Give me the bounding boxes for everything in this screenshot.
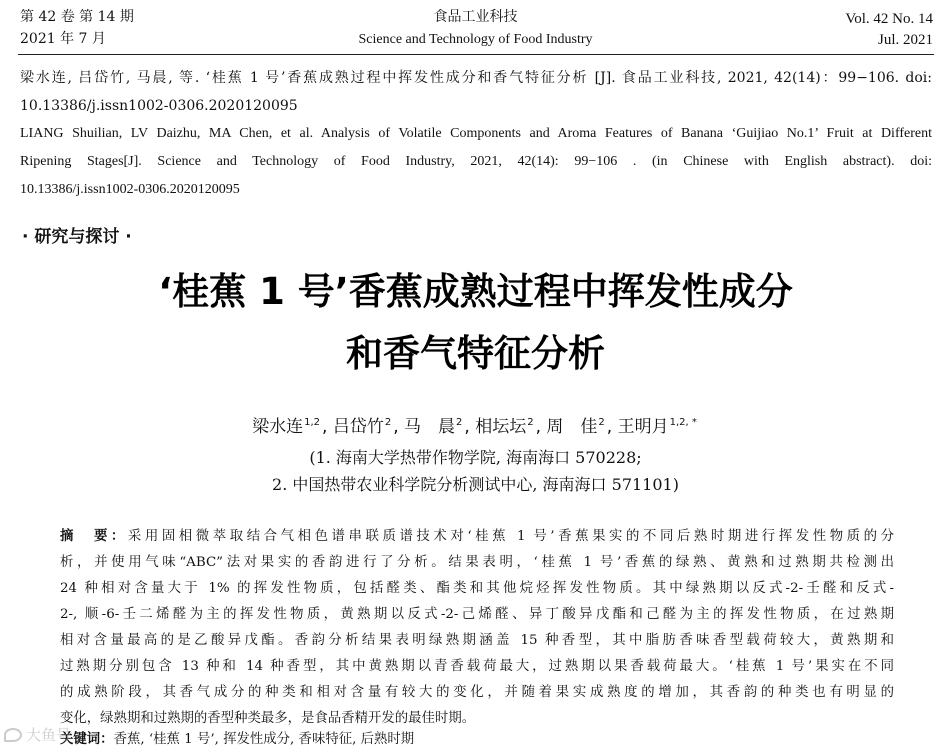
author: 周 佳$^2$ <box>546 417 605 437</box>
keywords <box>60 730 414 750</box>
author: 相坛坛$^2$ <box>475 417 534 437</box>
author: 梁水连$^{1,2}$ <box>252 417 321 437</box>
abstract-line: 的成熟阶段，其香气成分的种类和相对含量有较大的变化，并随着果实成熟度的增加，其香韵的种类也有明显的 <box>60 685 894 700</box>
author: 马 晨$^2$ <box>404 417 463 437</box>
abstract-line: 析，并使用气味“ABC”法对果实的香韵进行了分析。结果表明，‘桂蕉 1 号’香蕉的绿熟、黄熟和过熟期共检测出 <box>60 555 894 570</box>
citation-cn <box>20 64 932 92</box>
journal-name-cn: 食品工业科技 <box>433 9 518 25</box>
journal-name-en: Science and Technology of Food Industry <box>358 32 593 47</box>
citation-en-doi-line: 10.13386/j.issn1002-0306.2020120095 <box>20 182 240 197</box>
citation-en-doi <box>20 176 932 204</box>
abstract <box>60 524 894 732</box>
citation-cn-doi <box>20 92 932 120</box>
abstract-line: 变化，绿熟期和过熟期的香型种类最多，是食品香精开发的最佳时期。 <box>60 711 476 726</box>
abstract-line: 2-, 顺-6-壬二烯醛为主的挥发性物质，黄熟期以反式-2-己烯醛、异丁酸异戊酯和己醛为主的挥发性物质，在过熟期 <box>60 607 894 622</box>
abstract-label: 摘 要： <box>60 529 128 544</box>
page-header <box>0 0 951 54</box>
abstract-line: 相对含量最高的是乙酸异戊酯。香韵分析结果表明绿熟期涵盖 15 种香型，其中脂肪香味香型载荷较大，黄熟期和 <box>60 633 894 648</box>
affiliation-2: 2. 中国热带农业科学院分析测试中心, 海南海口 571101) <box>272 475 679 494</box>
watermark: 大鱼号 <box>4 724 71 745</box>
date-en: Jul. 2021 <box>877 32 933 48</box>
volume-issue-en: Vol. 42 No. 14 <box>845 11 933 27</box>
citation-cn-line: 梁水连, 吕岱竹, 马晨, 等. ‘桂蕉 1 号’香蕉成熟过程中挥发性成分和香气特征分析 [J]. 食品工业科技, 2021, 42(14)：99−106. doi: <box>20 70 932 86</box>
author: 王明月$^{1,2, *}$ <box>617 417 697 437</box>
citation-cn-doi-line: 10.13386/j.issn1002-0306.2020120095 <box>20 98 298 114</box>
author: 吕岱竹$^2$ <box>332 417 392 437</box>
affiliation-1: (1. 海南大学热带作物学院, 海南海口 570228; <box>309 448 642 467</box>
author-list: 梁水连$^{1,2}$ , 吕岱竹$^2$ , 马 晨$^2$ , 相坛坛$^2$ , 周 佳$^2$ , 王明月$^{1,2, *}$ <box>252 417 697 437</box>
citation-en <box>20 120 932 148</box>
citation-en-cont <box>20 148 932 176</box>
keywords-label: 关键词： <box>60 732 114 747</box>
column-label: · 研究与探讨 · <box>22 227 132 247</box>
keywords-text: 香蕉, ‘桂蕉 1 号’, 挥发性成分, 香味特征, 后熟时期 <box>113 732 415 747</box>
volume-issue-cn: 第 42 卷 第 14 期 <box>20 9 134 25</box>
citation-en-line: Ripening Stages[J]. Science and Technology of Food Industry, 2021, 42(14): 99−106 . (in Chinese with English abstract). doi: <box>20 154 932 169</box>
header-rule <box>18 54 934 55</box>
abstract-line: 过熟期分别包含 13 种和 14 种香型，其中黄熟期以青香载荷最大，过熟期以果香载荷最大。‘桂蕉 1 号’果实在不同 <box>60 659 894 674</box>
citation-en-line: LIANG Shuilian, LV Daizhu, MA Chen, et al. Analysis of Volatile Components and Aroma Features of Banana ‘Guijiao No.1’ Fruit at Different <box>20 126 932 141</box>
article-title-line2: 和香气特征分析 <box>346 332 605 375</box>
abstract-line: 摘 要：采用固相微萃取结合气相色谱串联质谱技术对‘桂蕉 1 号’香蕉果实的不同后熟时期进行挥发性物质的分 <box>60 529 894 544</box>
article-title-line1: ‘桂蕉 1 号’香蕉成熟过程中挥发性成分 <box>158 270 793 313</box>
abstract-line: 24 种相对含量大于 1% 的挥发性物质，包括醛类、酯类和其他烷烃挥发性物质。其中绿熟期以反式-2-壬醛和反式- <box>60 581 894 596</box>
watermark-logo-icon <box>4 728 22 742</box>
date-cn: 2021 年 7 月 <box>20 31 106 47</box>
